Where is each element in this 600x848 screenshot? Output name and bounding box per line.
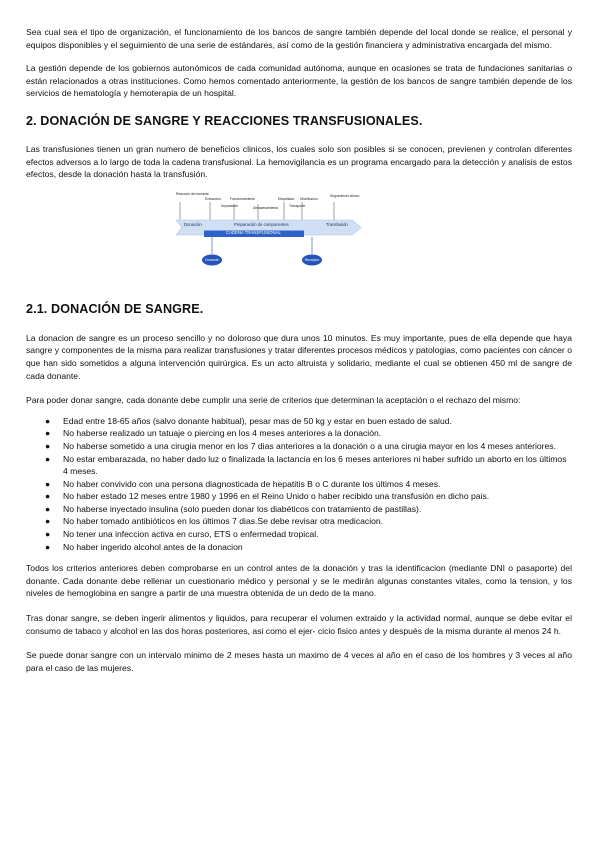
intro-paragraph-2: La gestión depende de los gobiernos autonómicos de cada comunidad autónoma, aunque en ocasiones se trata de fundaciones sanitarias o están relacionados a otras instituciones. Como hemos comentado anteriormente, la gestión de los bancos de sangre también depende de los servicios de hematología y hemoterapia de un hospital. [26, 63, 572, 99]
document-page [26, 26, 572, 674]
criteria-list [26, 415, 572, 554]
receiver-label: Receptor [304, 257, 320, 262]
after-criteria-paragraph-2: Tras donar sangre, se deben ingerir alimentos y liquidos, para recuperar el volumen extraido y la actividad normal, aunque se debe evitar el consumo de tabaco y alcohol en las dos horas posteriores, asi como el ejer- cicio fisico antes y después de la misma durante al menos 24 h. [26, 613, 572, 636]
bullet-icon: ● [45, 541, 51, 552]
criteria-text: No estar embarazada, no haber dado luz o finalizada la lactancia en los 6 meses anteriores ni haber sufrido un aborto en los últimos 4 meses. [63, 453, 567, 477]
bullet-icon: ● [45, 503, 51, 514]
diagram-label: Extracción [205, 196, 221, 201]
bullet-icon: ● [45, 415, 51, 426]
diagram-label: Almacenamiento [253, 205, 279, 210]
band-label-donation: Donación [184, 221, 202, 227]
diagram-label: Etiquetado [278, 196, 295, 201]
donor-label: Donante [205, 257, 219, 262]
after-criteria-paragraph-1: Todos los criterios anteriores deben comprobarse en un control antes de la donación y tras la identificacion (mediante DNI o pasaporte) del donante. Cada donante debe rellenar un cuestionario médico y personal y se le medirán algunas constantes vitales, como la tension, y los niveles de hemoglobina en sangre a partir de una muestra obtenida de un dedo de la mano. [26, 563, 572, 599]
list-item [26, 541, 572, 554]
bullet-icon: ● [45, 491, 51, 502]
list-item [26, 515, 572, 528]
diagram-label: Fraccionamiento [230, 196, 256, 201]
section-heading-2-1: 2.1. DONACIÓN DE SANGRE. [26, 301, 204, 316]
bullet-icon: ● [45, 529, 51, 540]
criteria-text: No tener una infeccion activa en curso, ETS o enfermedad tropical. [63, 529, 319, 540]
chain-label: CADENA TRANSFUSIONAL [226, 230, 281, 236]
criteria-text: No haberse inyectado insulina (solo pueden donar los diabéticos con tratamiento de pastillas). [63, 503, 422, 514]
criteria-text: No haberse realizado un tatuaje o piercing en los 4 meses anteriores a la donación. [63, 428, 382, 439]
criteria-text: No haber estado 12 meses entre 1980 y 1996 en el Reino Unido o haber recibido una transfusión en dicho pais. [63, 491, 490, 502]
bullet-icon: ● [45, 516, 51, 527]
intro-paragraph-1: Sea cual sea el tipo de organización, el funcionamiento de los bancos de sangre también depende del local donde se realice, el personal y equipos disponibles y el seguimiento de una serie de estándares, así como de la gestión financiera y administrativa encargada del mismo. [26, 27, 572, 50]
diagram-label: Transporte [289, 203, 306, 208]
criteria-text: No haberse sometido a una cirugia menor en los 7 dias anteriores a la donación o a una cirugia mayor en los 4 meses anteriores. [63, 440, 556, 451]
band-label-transfusion: Transfusión [326, 221, 348, 227]
list-item [26, 490, 572, 503]
band-label-preparation: Preparación de componentes [234, 221, 289, 227]
criteria-text: No haber tomado antibióticos en los últimos 7 dias.Se debe revisar otra medicacion. [63, 516, 384, 527]
bullet-icon: ● [45, 428, 51, 439]
criteria-text: No haber convivido con una persona diagnosticada de hepatitis B o C durante los últimos 4 meses. [63, 478, 441, 489]
diagram-label: Reacción del donante [176, 191, 209, 196]
section-heading-2: 2. DONACIÓN DE SANGRE Y REACCIONES TRANSFUSIONALES. [26, 113, 423, 128]
bullet-icon: ● [45, 440, 51, 451]
bullet-icon: ● [45, 478, 51, 489]
list-item [26, 528, 572, 541]
transfusion-paragraph: Las transfusiones tienen un gran numero de beneficios clinicos, los cuales solo son posibles si se conocen, previenen y controlan diferentes efectos adversos a lo largo de toda la cadena transfusional. La hemovigilancia es un programa encargado para la detección y analisis de estos efectos, desde la donación hasta la transfusión. [26, 143, 572, 180]
list-item [26, 415, 572, 428]
criteria-text: Edad entre 18-65 años (salvo donante habitual), pesar mas de 50 kg y estar en buen estado de salud. [63, 415, 452, 426]
list-item [26, 453, 572, 478]
criteria-text: No haber ingerido alcohol antes de la donacion [63, 541, 243, 552]
list-item [26, 503, 572, 516]
bullet-icon: ● [45, 453, 51, 464]
diagram-label: Separación [221, 203, 239, 208]
list-item [26, 427, 572, 440]
list-item [26, 478, 572, 491]
after-criteria-paragraph-3: Se puede donar sangre con un intervalo minimo de 2 meses hasta un maximo de 4 veces al año en el caso de los hombres y 3 veces al año para el caso de las mujeres. [26, 650, 572, 673]
diagram-label: Seguimiento clínico [330, 193, 360, 198]
diagram-label: Distribución [300, 196, 318, 201]
donation-paragraph-1: La donacion de sangre es un proceso sencillo y no doloroso que dura unos 10 minutos. Es muy importante, pues de ella depende que haya sangre y componentes de la misma para realizar transfusiones y tratar diferentes procesos médicos y patologias, como pacientes con cáncer o que han sido sometidos a alguna intervención quirúrgica. Es un acto altruista y solidario, mediante el cual se obtienen 450 ml de sangre de cada donante. [26, 332, 572, 381]
donation-paragraph-2: Para poder donar sangre, cada donante debe cumplir una serie de criterios que determinan la aceptación o el rechazo del mismo: [26, 395, 521, 406]
transfusion-chain-diagram [174, 192, 364, 274]
list-item [26, 440, 572, 453]
